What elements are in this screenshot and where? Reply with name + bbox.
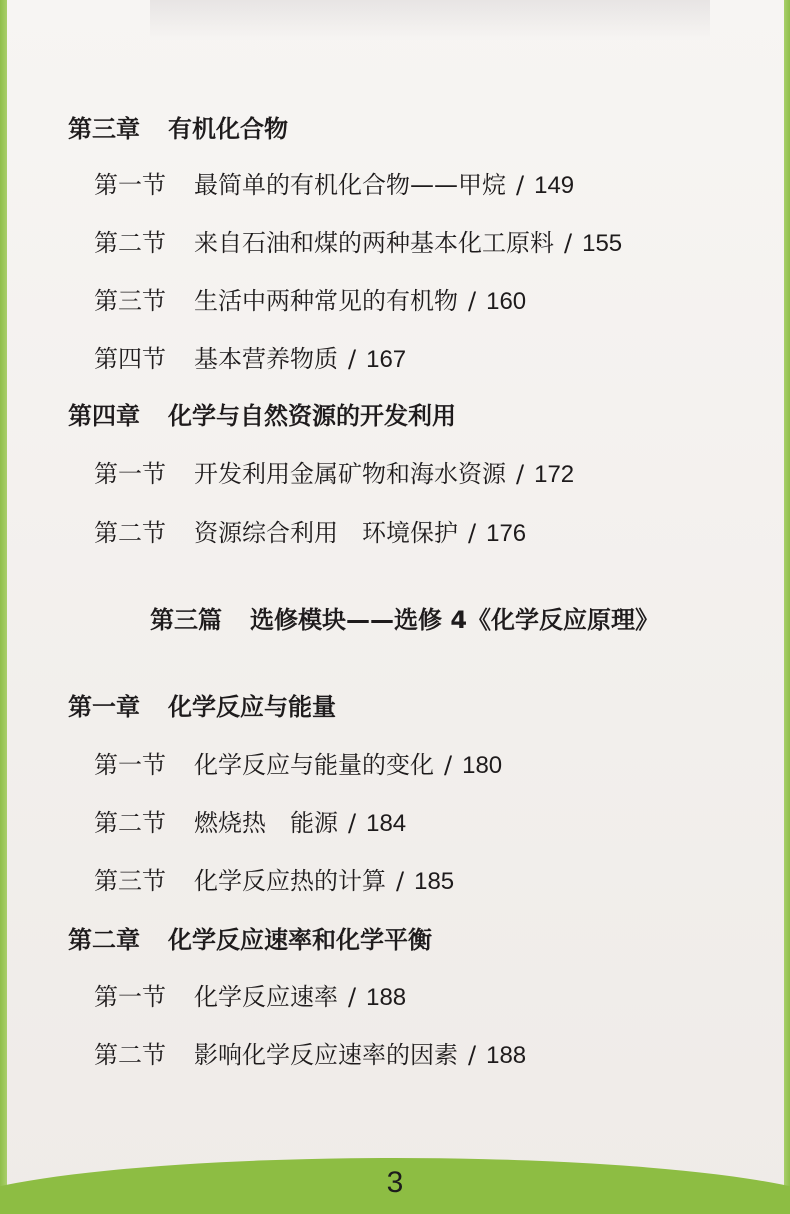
toc-entry-label: 第二节	[94, 519, 166, 547]
toc-entry-title: 生活中两种常见的有机物	[194, 287, 458, 315]
toc-entry-label: 第二节	[94, 809, 166, 837]
toc-entry-title: 影响化学反应速率的因素	[194, 1041, 458, 1069]
toc-page-number: 185	[414, 868, 455, 895]
toc-entry-title: 化学反应与能量的变化	[194, 751, 434, 779]
toc-page-number: 176	[486, 520, 527, 547]
toc-entry-label: 第一节	[94, 751, 166, 779]
page-separator: /	[564, 229, 573, 257]
toc-page-number: 172	[534, 461, 575, 488]
toc-section-entry	[94, 748, 502, 783]
toc-chapter-heading	[68, 923, 432, 957]
toc-page-number: 160	[486, 288, 527, 315]
toc-page-number: 184	[366, 810, 407, 837]
toc-page-number: 149	[534, 172, 575, 199]
page-separator: /	[348, 809, 357, 837]
toc-page-number: 188	[486, 1042, 527, 1069]
toc-entry-label: 第四章	[68, 402, 140, 430]
page-separator: /	[516, 460, 525, 488]
page-separator: /	[468, 1041, 477, 1069]
toc-chapter-heading	[68, 690, 336, 724]
toc-entry-label: 第一节	[94, 460, 166, 488]
page-separator: /	[444, 751, 453, 779]
toc-entry-title: 化学与自然资源的开发利用	[168, 402, 456, 430]
toc-entry-label: 第四节	[94, 345, 166, 373]
toc-entry-label: 第二节	[94, 229, 166, 257]
bleed-through-shadow	[150, 0, 710, 40]
toc-entry-label: 第一章	[68, 693, 140, 721]
page-separator: /	[396, 867, 405, 895]
toc-section-entry	[94, 226, 622, 261]
toc-entry-title: 基本营养物质	[194, 345, 338, 373]
toc-page-number: 167	[366, 346, 407, 373]
toc-entry-label: 第三章	[68, 115, 140, 143]
toc-section-entry	[94, 457, 574, 492]
toc-page-number: 180	[462, 752, 503, 779]
toc-entry-label: 第二节	[94, 1041, 166, 1069]
toc-entry-title: 化学反应速率	[194, 983, 338, 1011]
toc-entry-label: 第二章	[68, 926, 140, 954]
toc-section-entry	[94, 342, 406, 377]
toc-page-number: 188	[366, 984, 407, 1011]
toc-entry-title: 来自石油和煤的两种基本化工原料	[194, 229, 554, 257]
toc-entry-title: 资源综合利用 环境保护	[194, 519, 458, 547]
page-separator: /	[348, 983, 357, 1011]
toc-section-entry	[94, 864, 454, 899]
toc-section-entry	[94, 1038, 526, 1073]
toc-part-heading	[150, 603, 659, 637]
toc-entry-title: 化学反应速率和化学平衡	[168, 926, 432, 954]
toc-entry-title: 化学反应热的计算	[194, 867, 386, 895]
page-separator: /	[468, 519, 477, 547]
toc-entry-label: 第三节	[94, 867, 166, 895]
page-number: 3	[386, 1166, 404, 1199]
page-separator: /	[516, 171, 525, 199]
toc-chapter-heading	[68, 399, 456, 433]
toc-entry-title: 燃烧热 能源	[194, 809, 338, 837]
green-right-border	[784, 0, 790, 1214]
green-left-border	[0, 0, 7, 1214]
toc-section-entry	[94, 980, 406, 1015]
toc-page-number: 155	[582, 230, 623, 257]
toc-entry-title: 最简单的有机化合物——甲烷	[194, 171, 506, 199]
toc-section-entry	[94, 806, 406, 841]
toc-entry-label: 第一节	[94, 171, 166, 199]
toc-chapter-heading	[68, 112, 288, 146]
toc-entry-title: 化学反应与能量	[168, 693, 336, 721]
toc-entry-label: 第三节	[94, 287, 166, 315]
toc-entry-title: 选修模块——选修 4《化学反应原理》	[250, 606, 660, 634]
toc-entry-label: 第一节	[94, 983, 166, 1011]
page-separator: /	[468, 287, 477, 315]
toc-entry-label: 第三篇	[150, 606, 222, 634]
toc-section-entry	[94, 516, 526, 551]
page-separator: /	[348, 345, 357, 373]
toc-entry-title: 有机化合物	[168, 115, 288, 143]
toc-section-entry	[94, 284, 526, 319]
toc-entry-title: 开发利用金属矿物和海水资源	[194, 460, 506, 488]
toc-section-entry	[94, 168, 574, 203]
